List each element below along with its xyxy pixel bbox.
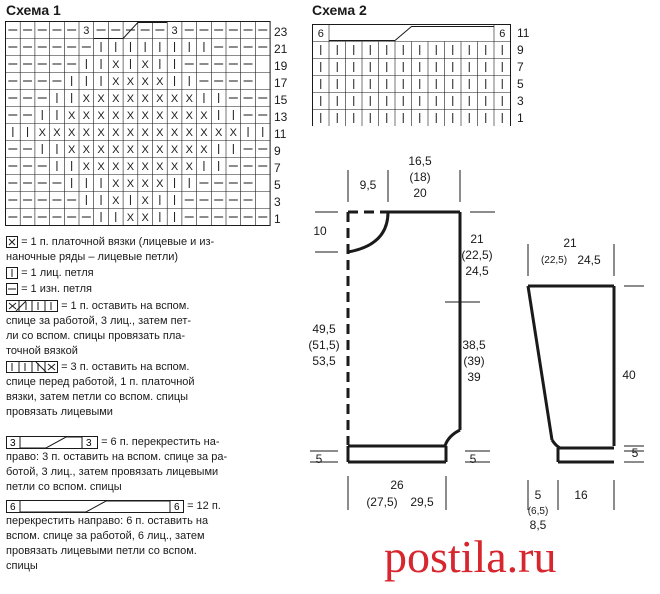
- garter-stitch: X: [126, 110, 135, 122]
- cable-12-stitch-icon: [6, 500, 184, 513]
- purl-stitch-icon: [6, 283, 18, 295]
- garter-stitch: X: [156, 144, 164, 156]
- garter-stitch: X: [141, 144, 149, 156]
- legend-text: = 1 п. платочной вязки (лицевые и из-: [21, 236, 215, 248]
- row-number: 1: [274, 212, 281, 226]
- garter-stitch: X: [141, 178, 149, 190]
- garter-stitch: X: [185, 110, 193, 122]
- legend-text: провязать лицевыми петли со вспом.: [6, 545, 197, 557]
- garter-stitch: X: [156, 127, 164, 139]
- legend-text: = 1 лиц. петля: [21, 267, 94, 279]
- body-width-label: 26: [390, 478, 404, 492]
- cable-right-garter-icon: [6, 361, 58, 373]
- garter-stitch: X: [185, 93, 193, 105]
- scheme2-grid: [312, 24, 512, 126]
- garter-stitch: X: [170, 127, 179, 139]
- garter-stitch: X: [200, 127, 208, 139]
- row-number: 5: [517, 77, 524, 91]
- cable-count-label: 6: [10, 501, 16, 513]
- legend-text: ли со вспом. спицы провязать пла-: [6, 330, 186, 342]
- garter-stitch: X: [185, 161, 193, 173]
- garter-stitch: X: [112, 76, 120, 88]
- legend-text: вспом. спице за работой, 6 лиц., затем: [6, 530, 205, 542]
- cable-6-stitch-icon: [6, 436, 98, 449]
- garter-stitch: X: [156, 178, 164, 190]
- garter-stitch: X: [112, 144, 120, 156]
- cuff-width-label: 16: [574, 488, 588, 502]
- scheme2-title: Схема 2: [312, 2, 367, 18]
- garter-stitch: X: [67, 127, 76, 139]
- legend-text: = 6 п. перекрестить на-: [101, 436, 220, 448]
- cable-count-label: 3: [86, 437, 92, 449]
- garter-stitch: X: [141, 161, 149, 173]
- row-number: 7: [517, 60, 524, 74]
- legend-text: спице перед работой, 1 п. платочной: [6, 376, 195, 388]
- legend-text: = 3 п. оставить на вспом.: [61, 361, 190, 373]
- cuff-label: 8,5: [529, 518, 547, 532]
- row-number: 15: [274, 93, 288, 107]
- garter-stitch: X: [126, 178, 135, 190]
- garter-stitch: X: [141, 76, 149, 88]
- armhole-label: (22,5): [461, 248, 493, 262]
- scheme1-chart: [5, 21, 271, 226]
- scheme1-grid: [5, 21, 271, 226]
- garter-stitch: X: [141, 195, 149, 207]
- garter-stitch: X: [126, 144, 135, 156]
- cuff-label: 5: [534, 488, 542, 502]
- legend-text: точной вязкой: [6, 345, 78, 357]
- garter-stitch: X: [141, 59, 149, 71]
- neck-width-label: 9,5: [359, 178, 377, 192]
- garter-stitch: X: [170, 93, 179, 105]
- total-height-label: (51,5): [308, 338, 340, 352]
- body-width-label: 29,5: [410, 495, 434, 509]
- row-number: 9: [274, 144, 281, 158]
- garter-stitch: X: [170, 144, 179, 156]
- scheme1-title: Схема 1: [6, 2, 61, 18]
- garter-stitch: X: [156, 76, 164, 88]
- body-outline: [348, 212, 460, 462]
- garter-stitch: X: [156, 93, 164, 105]
- garter-stitch: X: [126, 161, 135, 173]
- row-number: 23: [274, 25, 288, 39]
- cable-count-label: 3: [83, 25, 90, 37]
- garter-stitch: X: [82, 110, 91, 122]
- sleeve-rib-label: 5: [631, 446, 639, 460]
- garter-stitch: X: [126, 127, 135, 139]
- legend-text: вязки, затем петли со вспом. спицы: [6, 391, 189, 403]
- legend-text: перекрестить направо: 6 п. оставить на: [6, 515, 209, 527]
- row-number: 19: [274, 59, 288, 73]
- total-height-label: 49,5: [312, 322, 336, 336]
- side-length-label: 38,5: [462, 338, 486, 352]
- garter-stitch: X: [97, 144, 105, 156]
- garter-stitch: X: [156, 161, 164, 173]
- row-number: 17: [274, 76, 288, 90]
- neck-depth-label: 10: [313, 224, 327, 238]
- total-height-label: 53,5: [312, 354, 336, 368]
- rib-height-label: 5: [469, 452, 477, 466]
- row-number: 13: [274, 110, 288, 124]
- side-length-label: 39: [467, 370, 481, 384]
- sleeve-top-label: (22,5): [540, 255, 568, 266]
- garter-stitch: X: [97, 161, 105, 173]
- garter-stitch: X: [170, 110, 179, 122]
- row-number: 5: [274, 178, 281, 192]
- garter-stitch: X: [141, 212, 149, 224]
- garter-stitch: X: [97, 127, 105, 139]
- legend-text: право: 3 п. оставить на вспом. спице за ра-: [6, 451, 228, 463]
- cable-count-label: 6: [499, 28, 506, 40]
- garter-stitch: X: [97, 93, 105, 105]
- garter-stitch: X: [82, 127, 91, 139]
- cable-count-label: 6: [317, 28, 324, 40]
- legend-text: = 12 п.: [187, 500, 221, 512]
- garter-stitch: X: [38, 127, 46, 139]
- garter-stitch: X: [185, 144, 193, 156]
- row-number: 3: [274, 195, 281, 209]
- cable-left-garter-icon: [6, 300, 58, 312]
- watermark: [384, 530, 556, 583]
- watermark-text: postila.ru: [384, 531, 557, 582]
- row-number: 11: [274, 127, 287, 141]
- sleeve-length-label: 40: [622, 368, 636, 382]
- garter-stitch: X: [126, 212, 135, 224]
- shoulder-width-label: 16,5: [408, 154, 432, 168]
- armhole-label: 24,5: [465, 264, 489, 278]
- legend-text: = 1 п. оставить на вспом.: [61, 300, 190, 312]
- legend-text: = 1 изн. петля: [21, 283, 92, 295]
- garter-stitch: X: [141, 127, 149, 139]
- sleeve-top-label: 24,5: [577, 253, 601, 267]
- garter-stitch: X: [112, 195, 120, 207]
- garter-stitch-icon: [6, 236, 18, 248]
- shoulder-width-label: 20: [413, 186, 427, 200]
- body-width-label: (27,5): [366, 495, 398, 509]
- neckline: [348, 212, 388, 252]
- garter-stitch: X: [141, 110, 149, 122]
- garter-stitch: X: [200, 144, 208, 156]
- garter-stitch: X: [67, 144, 76, 156]
- garter-stitch: X: [214, 127, 223, 139]
- legend-text: провязать лицевыми: [6, 406, 113, 418]
- garter-stitch: X: [112, 93, 120, 105]
- rib-height-label: 5: [315, 452, 323, 466]
- legend-text: наночные ряды – лицевые петли): [6, 251, 179, 263]
- garter-stitch: X: [82, 161, 91, 173]
- row-number: 7: [274, 161, 281, 175]
- garter-stitch: X: [97, 110, 105, 122]
- garter-stitch: X: [112, 127, 120, 139]
- sleeve-top-label: 21: [563, 236, 577, 250]
- legend-text: спицы: [6, 560, 38, 572]
- garter-stitch: X: [112, 161, 120, 173]
- garter-stitch: X: [126, 93, 135, 105]
- knit-stitch-icon: [6, 267, 18, 279]
- side-length-label: (39): [463, 354, 485, 368]
- garter-stitch: X: [53, 127, 61, 139]
- garter-stitch: X: [112, 178, 120, 190]
- garter-stitch: X: [82, 93, 91, 105]
- garter-stitch: X: [229, 127, 238, 139]
- cuff-label: (6,5): [527, 506, 549, 517]
- row-number: 1: [517, 111, 524, 125]
- legend-text: петли со вспом. спицы: [6, 481, 122, 493]
- garter-stitch: X: [156, 110, 164, 122]
- shoulder-width-label: (18): [409, 170, 431, 184]
- garter-stitch: X: [112, 59, 120, 71]
- armhole-label: 21: [470, 232, 484, 246]
- garter-stitch: X: [67, 110, 76, 122]
- garter-stitch: X: [126, 76, 135, 88]
- garter-stitch: X: [200, 110, 208, 122]
- row-number: 3: [517, 94, 524, 108]
- legend-text: ботой, 3 лиц., затем провязать лицевыми: [6, 466, 219, 478]
- garter-stitch: X: [170, 161, 179, 173]
- legend-text: спице за работой, 3 лиц., затем пет-: [6, 315, 192, 327]
- row-number: 21: [274, 42, 288, 56]
- scheme2-chart: [312, 24, 512, 126]
- hem-curve: [445, 430, 460, 446]
- sleeve-outline: [528, 286, 614, 462]
- garter-stitch: X: [141, 93, 149, 105]
- cable-count-label: 3: [10, 437, 16, 449]
- row-number: 11: [517, 26, 530, 40]
- garter-stitch: X: [112, 110, 120, 122]
- legend: [0, 233, 300, 588]
- cable-count-label: 6: [174, 501, 180, 513]
- garter-stitch: X: [82, 144, 91, 156]
- row-number: 9: [517, 43, 524, 57]
- garter-stitch: X: [185, 127, 193, 139]
- cable-count-label: 3: [171, 25, 178, 37]
